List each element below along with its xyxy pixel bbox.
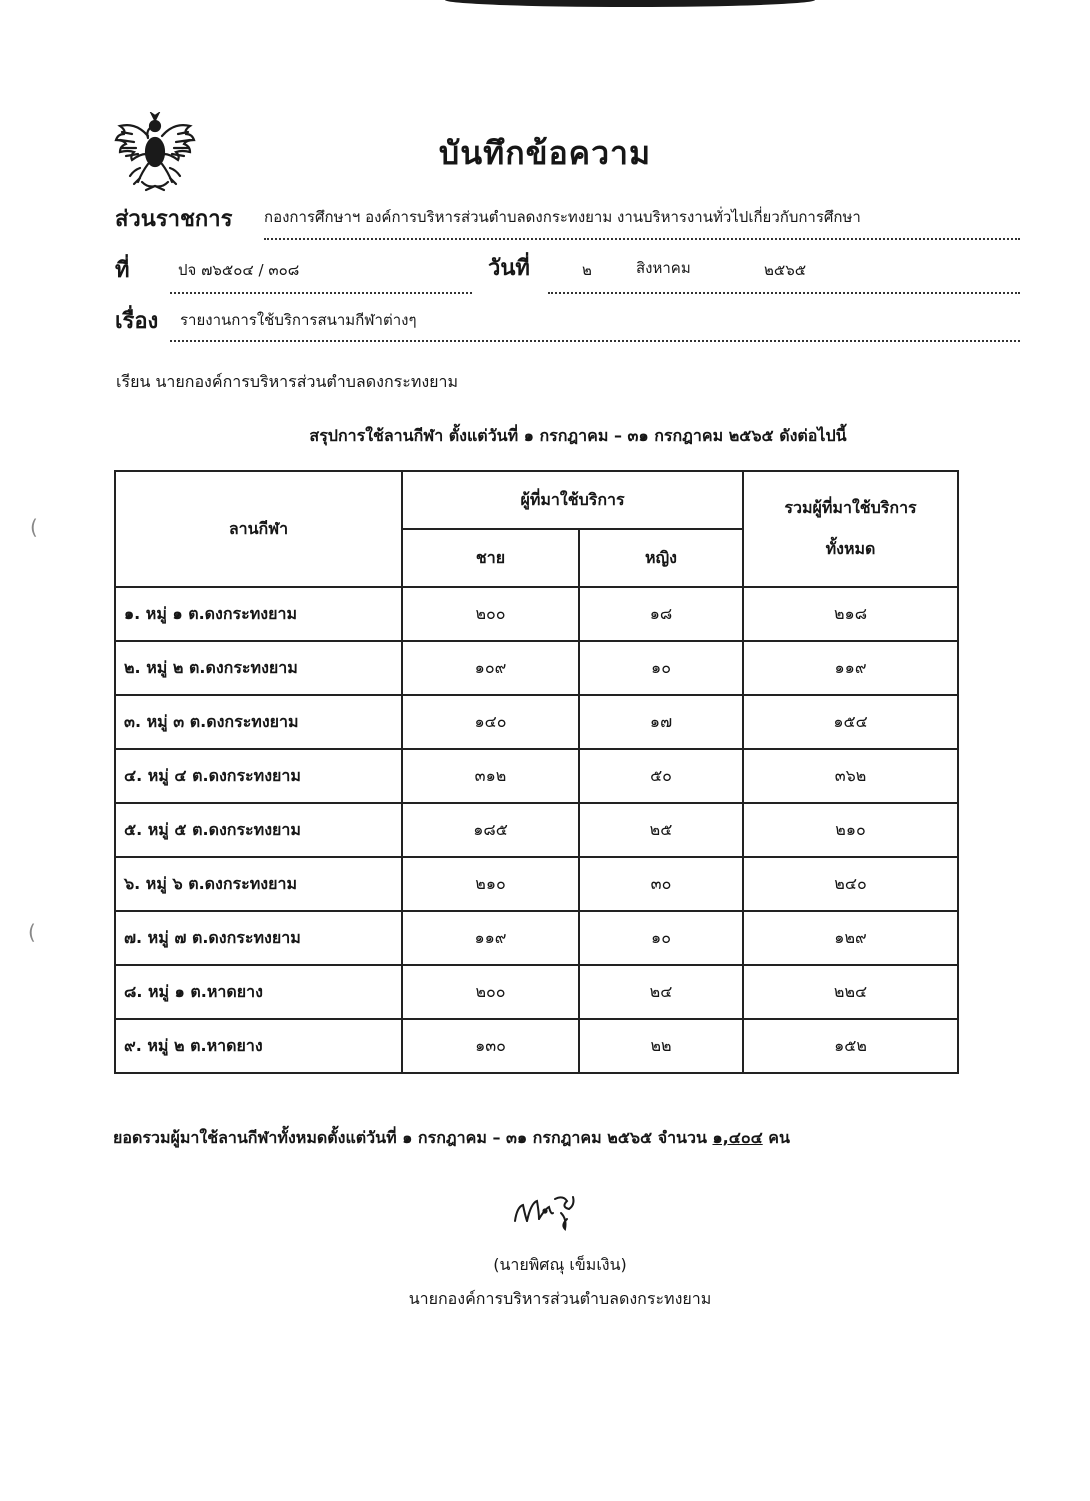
header-field: ลานกีฬา (115, 471, 402, 587)
row-total: ๒๔๐ (743, 857, 958, 911)
row-total: ๑๒๙ (743, 911, 958, 965)
scan-mark: ( (28, 920, 36, 944)
row-male: ๑๐๙ (402, 641, 579, 695)
row-female: ๑๐ (579, 641, 743, 695)
header-male: ชาย (402, 529, 579, 587)
row-name: ๖. หมู่ ๖ ต.ดงกระทงยาม (115, 857, 402, 911)
row-female: ๕๐ (579, 749, 743, 803)
signer-position: นายกองค์การบริหารส่วนตำบลดงกระทงยาม (408, 1289, 712, 1308)
table-row (115, 965, 958, 1019)
row-total: ๑๑๙ (743, 641, 958, 695)
row-total: ๓๖๒ (743, 749, 958, 803)
row-female: ๒๔ (579, 965, 743, 1019)
date-dotted-line (548, 292, 1020, 294)
row-male: ๑๘๕ (402, 803, 579, 857)
row-name: ๓. หมู่ ๓ ต.ดงกระทงยาม (115, 695, 402, 749)
summary-line: สรุปการใช้ลานกีฬา ตั้งแต่วันที่ ๑ กรกฎาคม – ๓๑ กรกฎาคม ๒๕๖๕ ดังต่อไปนี้ (309, 426, 847, 445)
row-name: ๕. หมู่ ๕ ต.ดงกระทงยาม (115, 803, 402, 857)
row-male: ๒๑๐ (402, 857, 579, 911)
ref-label: ที่ (115, 257, 130, 283)
table-row (115, 749, 958, 803)
scan-edge-shadow (445, 0, 815, 7)
row-name: ๒. หมู่ ๒ ต.ดงกระทงยาม (115, 641, 402, 695)
department-dotted-line (264, 238, 1020, 240)
handwritten-signature (505, 1185, 585, 1235)
ref-value: ปจ ๗๖๕๐๔ / ๓๐๘ (178, 261, 300, 279)
row-total: ๒๑๘ (743, 587, 958, 641)
row-name: ๘. หมู่ ๑ ต.หาดยาง (115, 965, 402, 1019)
row-female: ๒๒ (579, 1019, 743, 1073)
date-month: สิงหาคม (636, 259, 691, 277)
date-year: ๒๕๖๕ (764, 261, 807, 279)
total-unit: คน (762, 1128, 790, 1147)
row-total: ๑๕๔ (743, 695, 958, 749)
header-total-line1: รวมผู้ที่มาใช้บริการ (784, 498, 917, 517)
total-text: ยอดรวมผู้มาใช้ลานกีฬาทั้งหมดตั้งแต่วันที่ ๑ กรกฎาคม – ๓๑ กรกฎาคม ๒๕๖๕ จำนวน (113, 1128, 713, 1147)
header-users: ผู้ที่มาใช้บริการ (402, 471, 743, 529)
memo-title: บันทึกข้อความ (438, 134, 652, 172)
table-row (115, 587, 958, 641)
table-row (115, 1019, 958, 1073)
row-total: ๒๑๐ (743, 803, 958, 857)
subject-label: เรื่อง (115, 308, 159, 334)
row-name: ๙. หมู่ ๒ ต.หาดยาง (115, 1019, 402, 1073)
row-male: ๑๓๐ (402, 1019, 579, 1073)
table-row (115, 695, 958, 749)
header-total-line2: ทั้งหมด (825, 539, 876, 558)
row-male: ๒๐๐ (402, 965, 579, 1019)
row-female: ๒๕ (579, 803, 743, 857)
signer-name: (นายพิศณุ เข็มเงิน) (493, 1255, 627, 1274)
row-male: ๓๑๒ (402, 749, 579, 803)
row-female: ๓๐ (579, 857, 743, 911)
subject-dotted-line (170, 340, 1020, 342)
ref-dotted-line (170, 292, 472, 294)
table-row (115, 641, 958, 695)
subject-value: รายงานการใช้บริการสนามกีฬาต่างๆ (180, 311, 417, 329)
table-row (115, 911, 958, 965)
row-name: ๗. หมู่ ๗ ต.ดงกระทงยาม (115, 911, 402, 965)
table-row (115, 857, 958, 911)
row-total: ๒๒๔ (743, 965, 958, 1019)
salutation: เรียน นายกองค์การบริหารส่วนตำบลดงกระทงยาม (116, 372, 459, 391)
total-summary (113, 1126, 790, 1151)
usage-table (114, 470, 959, 1074)
header-female: หญิง (579, 529, 743, 587)
row-male: ๑๑๙ (402, 911, 579, 965)
department-value: กองการศึกษาฯ องค์การบริหารส่วนตำบลดงกระทงยาม งานบริหารงานทั่วไปเกี่ยวกับการศึกษา (264, 208, 861, 226)
date-label: วันที่ (488, 255, 530, 281)
row-total: ๑๕๒ (743, 1019, 958, 1073)
row-name: ๔. หมู่ ๔ ต.ดงกระทงยาม (115, 749, 402, 803)
row-name: ๑. หมู่ ๑ ต.ดงกระทงยาม (115, 587, 402, 641)
row-male: ๑๔๐ (402, 695, 579, 749)
row-female: ๑๘ (579, 587, 743, 641)
table-row (115, 803, 958, 857)
row-male: ๒๐๐ (402, 587, 579, 641)
department-label: ส่วนราชการ (115, 206, 233, 232)
row-female: ๑๐ (579, 911, 743, 965)
header-total (743, 471, 958, 587)
scan-mark: ( (30, 515, 38, 539)
row-female: ๑๗ (579, 695, 743, 749)
total-amount: ๑,๔๐๔ (712, 1128, 763, 1147)
date-day: ๒ (582, 261, 592, 279)
